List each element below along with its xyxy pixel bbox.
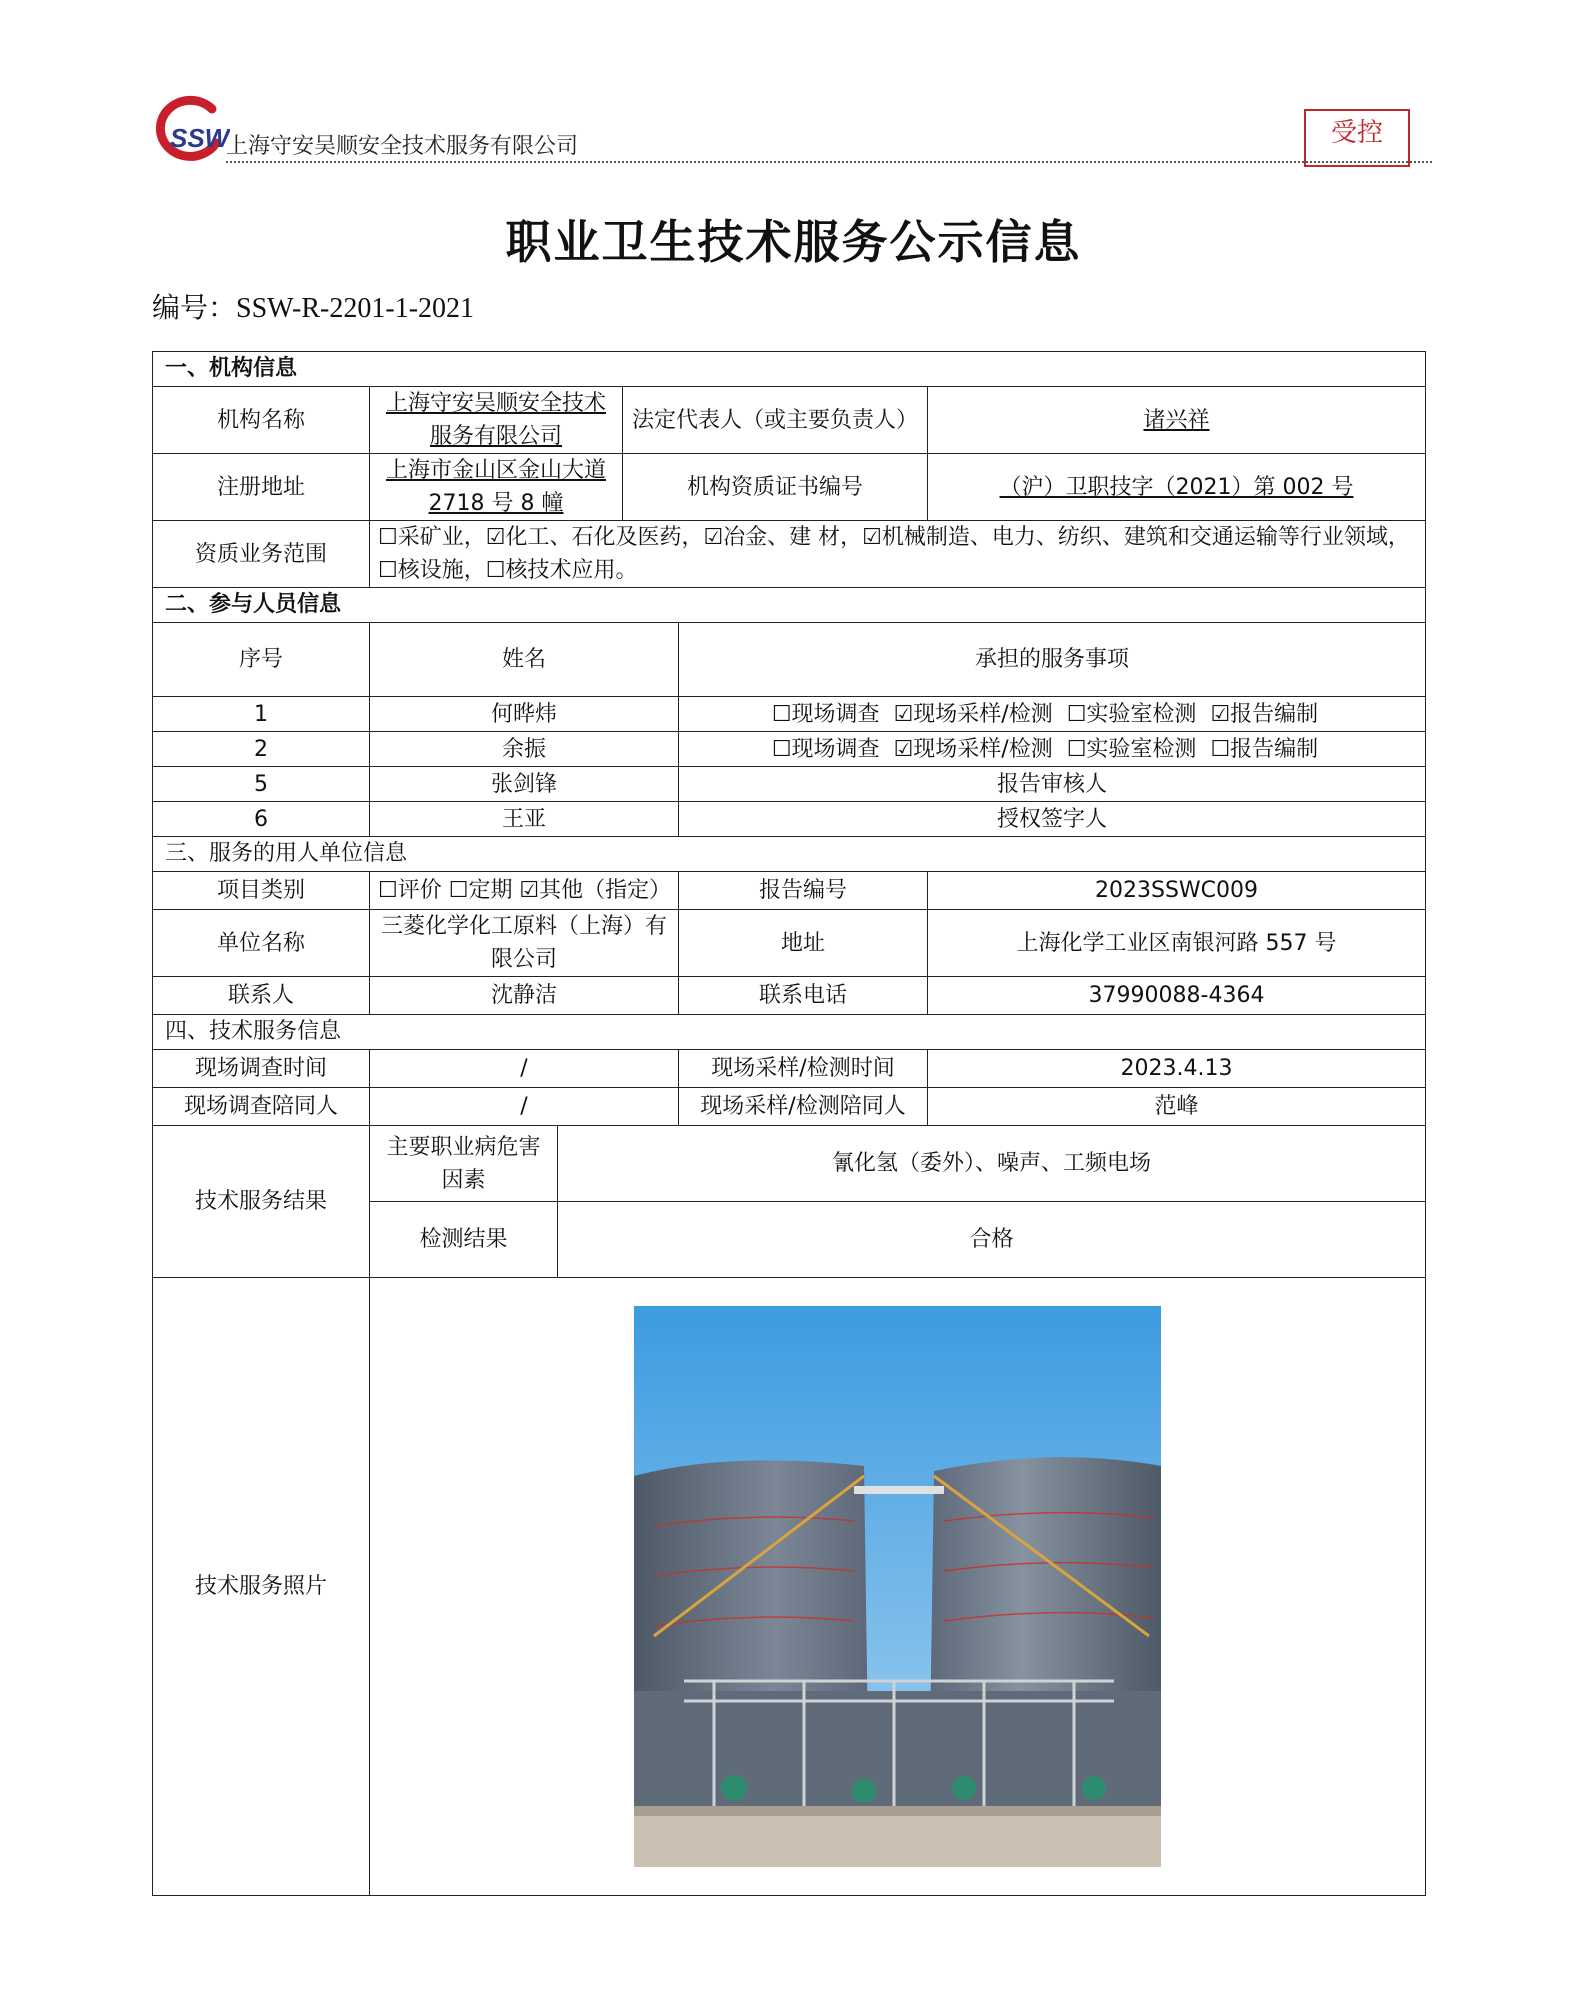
cert-value: （沪）卫职技字（2021）第 002 号 <box>928 454 1426 521</box>
unit-address-value: 上海化学工业区南银河路 557 号 <box>928 910 1426 977</box>
duty-checkbox: ☐现场调查 <box>771 736 880 762</box>
escort-row <box>153 1088 1426 1126</box>
staff-row <box>153 732 1426 767</box>
survey-time-row <box>153 1050 1426 1088</box>
svg-text:SSW: SSW <box>170 123 230 153</box>
staff-name: 何晔炜 <box>370 697 679 732</box>
contact-row <box>153 977 1426 1015</box>
duty-checkbox: ☐现场调查 <box>771 701 880 727</box>
staff-no: 6 <box>153 802 370 837</box>
section1-heading-row <box>153 352 1426 387</box>
survey-escort-value: / <box>370 1088 679 1126</box>
hazard-label: 主要职业病危害因素 <box>370 1126 558 1202</box>
header-divider <box>226 161 1432 163</box>
controlled-stamp: 受控 <box>1304 109 1410 167</box>
staff-name: 王亚 <box>370 802 679 837</box>
category-value: ☐评价 ☐定期 ☑其他（指定） <box>370 872 679 910</box>
duty-checkbox: ☐实验室检测 <box>1066 736 1197 762</box>
survey-time-value: / <box>370 1050 679 1088</box>
staff-duty: 授权签字人 <box>679 802 1426 837</box>
scope-row <box>153 521 1426 588</box>
org-name-value: 上海守安吴顺安全技术服务有限公司 <box>370 387 623 454</box>
legal-rep-value: 诸兴祥 <box>928 387 1426 454</box>
page-header <box>150 95 1430 165</box>
section3-heading: 三、服务的用人单位信息 <box>153 837 1426 872</box>
section1-heading: 一、机构信息 <box>153 352 1426 387</box>
scope-label: 资质业务范围 <box>153 521 370 588</box>
document-number-label: 编号： <box>152 291 237 324</box>
address-value: 上海市金山区金山大道 2718 号 8 幢 <box>370 454 623 521</box>
hazard-value: 氰化氢（委外）、噪声、工频电场 <box>558 1126 1426 1202</box>
ssw-logo <box>150 95 230 165</box>
document-number <box>152 286 474 326</box>
staff-duty <box>679 732 1426 767</box>
sampling-escort-label: 现场采样/检测陪同人 <box>679 1088 928 1126</box>
test-result-value: 合格 <box>558 1202 1426 1278</box>
col-name-header: 姓名 <box>370 623 679 697</box>
staff-no: 2 <box>153 732 370 767</box>
category-row <box>153 872 1426 910</box>
contact-label: 联系人 <box>153 977 370 1015</box>
survey-time-label: 现场调查时间 <box>153 1050 370 1088</box>
phone-label: 联系电话 <box>679 977 928 1015</box>
duty-checkbox: ☑现场采样/检测 <box>893 736 1053 762</box>
unit-name-label: 单位名称 <box>153 910 370 977</box>
unit-row <box>153 910 1426 977</box>
address-label: 注册地址 <box>153 454 370 521</box>
report-no-value: 2023SSWC009 <box>928 872 1426 910</box>
hazard-row <box>153 1126 1426 1202</box>
duty-checkbox: ☐报告编制 <box>1210 736 1319 762</box>
duty-checkbox: ☑报告编制 <box>1210 701 1319 727</box>
unit-name-value: 三菱化学化工原料（上海）有限公司 <box>370 910 679 977</box>
section2-heading-row <box>153 588 1426 623</box>
legal-rep-label: 法定代表人（或主要负责人） <box>623 387 928 454</box>
duty-checkbox: ☐实验室检测 <box>1066 701 1197 727</box>
col-no-header: 序号 <box>153 623 370 697</box>
sampling-escort-value: 范峰 <box>928 1088 1426 1126</box>
scope-value: ☐采矿业，☑化工、石化及医药，☑冶金、建 材，☑机械制造、电力、纺织、建筑和交通运输等行业领域，☐核设施，☐核技术应用。 <box>370 521 1426 588</box>
staff-name: 余振 <box>370 732 679 767</box>
photo-label: 技术服务照片 <box>153 1278 370 1896</box>
sampling-time-label: 现场采样/检测时间 <box>679 1050 928 1088</box>
result-label: 技术服务结果 <box>153 1126 370 1278</box>
category-label: 项目类别 <box>153 872 370 910</box>
duty-checkbox: ☑现场采样/检测 <box>893 701 1053 727</box>
staff-row <box>153 802 1426 837</box>
staff-header-row <box>153 623 1426 697</box>
photo-cell <box>370 1278 1426 1896</box>
page-title: 职业卫生技术服务公示信息 <box>505 215 1082 269</box>
section2-heading: 二、参与人员信息 <box>153 588 1426 623</box>
service-photo <box>634 1306 1161 1867</box>
document-number-value: SSW-R-2201-1-2021 <box>236 293 475 324</box>
cert-label: 机构资质证书编号 <box>623 454 928 521</box>
survey-escort-label: 现场调查陪同人 <box>153 1088 370 1126</box>
info-table <box>152 351 1426 1896</box>
company-name: 上海守安吴顺安全技术服务有限公司 <box>226 134 579 159</box>
section4-heading: 四、技术服务信息 <box>153 1015 1426 1050</box>
staff-duty: 报告审核人 <box>679 767 1426 802</box>
sampling-time-value: 2023.4.13 <box>928 1050 1426 1088</box>
section4-heading-row <box>153 1015 1426 1050</box>
staff-name: 张剑锋 <box>370 767 679 802</box>
org-name-label: 机构名称 <box>153 387 370 454</box>
test-result-label: 检测结果 <box>370 1202 558 1278</box>
contact-value: 沈静洁 <box>370 977 679 1015</box>
photo-row <box>153 1278 1426 1896</box>
section3-heading-row <box>153 837 1426 872</box>
staff-duty <box>679 697 1426 732</box>
report-no-label: 报告编号 <box>679 872 928 910</box>
address-row <box>153 454 1426 521</box>
col-duty-header: 承担的服务事项 <box>679 623 1426 697</box>
unit-address-label: 地址 <box>679 910 928 977</box>
staff-no: 1 <box>153 697 370 732</box>
phone-value: 37990088-4364 <box>928 977 1426 1015</box>
staff-no: 5 <box>153 767 370 802</box>
org-name-row <box>153 387 1426 454</box>
staff-row <box>153 767 1426 802</box>
staff-row <box>153 697 1426 732</box>
